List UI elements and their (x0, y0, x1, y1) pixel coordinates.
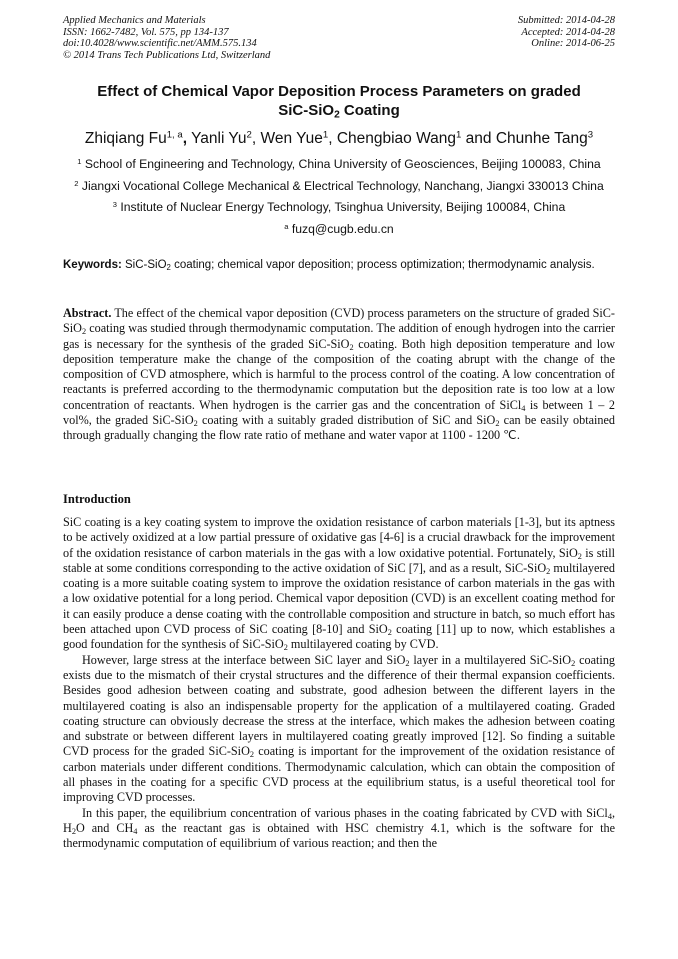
affiliation-text: Jiangxi Vocational College Mechanical & Electrical Technology, Nanchang, Jiangxi 330013 China (81, 179, 604, 193)
body-text: SiC coating is a key coating system to improve the oxidation resistance of carbon materials [1-3], but its aptness to be actively oxidized at a low partial pressure of oxidative gas [4-6] is a crucial drawback for the improvement of the oxidation resistance of carbon materials in the gas with a low oxidative potential. Fortunately, SiO (63, 515, 615, 560)
author-separator: , (251, 130, 261, 147)
dates-header (518, 15, 615, 50)
author-name: Chengbiao Wang (336, 130, 457, 147)
abstract-text: coating was studied through thermodynamic computation. The addition of enough hydrogen into the carrier gas is necessary for the synthesis of the graded SiC-SiO (63, 321, 615, 351)
subscript: 2 (405, 658, 410, 668)
abstract-block (63, 306, 615, 444)
accepted-date: Accepted: 2014-04-28 (521, 26, 615, 38)
author-affil-mark: 2 (246, 129, 252, 141)
subscript: 2 (249, 750, 255, 760)
author-name: Zhiqiang Fu (84, 130, 167, 147)
subscript: 2 (349, 342, 354, 352)
abstract-text: coating. Both high deposition temperature and low deposition temperature make the change of the composition of the coating abrupt with the change of the composition of CVD atmosphere, which is harmful to the process control of the coating. A low concentration of reactants is preferred according to the thermodynamic computation but the deposition rate is too low at a low concentration of reactants. When hydrogen is the carrier gas and the concentration of SiCl (63, 336, 616, 412)
body-text: O and CH (75, 820, 134, 835)
author-affil-mark: 3 (587, 129, 594, 141)
affiliation-mark: 2 (74, 178, 79, 188)
copyright-line: © 2014 Trans Tech Publications Ltd, Switzerland (63, 49, 271, 61)
author-separator: and (461, 130, 496, 147)
corresponding-email (20, 222, 658, 237)
abstract-text: The effect of the chemical vapor deposition (CVD) process parameters on the structure of graded SiC-SiO (63, 306, 615, 336)
body-text: coating is important for the improvement of the oxidation resistance of carbon materials under different conditions. Thermodynamic calculation, which can obtain the composition of all phases in the coating for a specific CVD process at the equilibrium status, is a useful theoretical tool for improving CVD processes. (63, 744, 615, 805)
author-separator: , (328, 130, 337, 147)
keywords-text: SiC-SiO (121, 259, 167, 271)
abstract-text: is between 1 – 2 vol%, the graded SiC-SiO (63, 397, 616, 428)
affiliation-mark: 1 (77, 156, 82, 166)
email-link[interactable]: fuzq@cugb.edu.cn (291, 222, 394, 236)
body-text: , H (63, 805, 615, 835)
email-mark: a (284, 221, 289, 231)
paragraph (63, 653, 615, 806)
introduction-body (63, 515, 615, 852)
journal-name: Applied Mechanics and Materials (63, 15, 206, 26)
abstract-label: Abstract. (63, 306, 112, 320)
title-line-1: Effect of Chemical Vapor Deposition Process Parameters on graded (97, 83, 581, 100)
body-text: coating exists due to the mismatch of their crystal structures and the difference of their thermal expansion coefficients. Besides good adhesion between coating and substrate, good adhesion between the different layers in the multilayered coating is also an indispensable property for the application of a multilayered coating. Graded coating structure can obviously decrease the stress at the interface, which makes the adhesion between coating and substrate or between different layers in multilayered coating greatly improved [12]. So finding a suitable CVD process for the graded SiC-SiO (63, 652, 616, 759)
author-affil-mark: 1 (456, 129, 462, 141)
keywords-block (63, 258, 615, 273)
body-text: However, large stress at the interface between SiC layer and SiO (82, 652, 406, 667)
subscript: 2 (71, 827, 76, 836)
subscript: 2 (283, 643, 288, 653)
author-affil-mark: 1 (322, 129, 329, 141)
issn-line: ISSN: 1662-7482, Vol. 575, pp 134-137 (63, 26, 229, 38)
title-subscript: 2 (334, 109, 340, 121)
body-text: multilayered coating is a more suitable coating system to improve the oxidation resistance of carbon materials in the gas with a low oxidative potential for a long period. Chemical vapor deposition (CVD) is an excellent coating method for it can easily produce a dense coating with the controllable composition and structure in batch, so much effort has been attached upon CVD process of SiC coating [8-10] and SiO (63, 560, 615, 637)
author-affil-mark: 1, a (166, 129, 183, 141)
body-text: as the reactant gas is obtained with HSC chemistry 4.1, which is the software for the thermodynamic computation of equilibrium of various reaction; and then the (63, 820, 615, 851)
paragraph (63, 515, 615, 653)
subscript: 2 (495, 419, 500, 429)
subscript: 2 (571, 658, 576, 668)
submitted-date: Submitted: 2014-04-28 (517, 15, 615, 26)
affiliation-2 (20, 179, 658, 194)
abstract-text: coating with a suitably graded distribution of SiC and SiO (197, 413, 496, 428)
affiliation-1 (20, 157, 658, 172)
keywords-label: Keywords: (63, 259, 122, 271)
section-heading-introduction: Introduction (63, 492, 131, 506)
subscript: 4 (521, 403, 526, 413)
keywords-subscript: 2 (166, 262, 171, 272)
body-text: layer in a multilayered SiC-SiO (409, 652, 572, 667)
online-date: Online: 2014-06-25 (531, 38, 615, 50)
author-name: Chunhe Tang (495, 130, 588, 147)
subscript: 2 (81, 327, 87, 337)
paragraph (63, 806, 615, 852)
paper-title (40, 82, 638, 120)
body-text: is still stable at some conditions corresponding to the active oxidation of SiC [7], and as a result, SiC-SiO (63, 545, 615, 575)
title-line-2 (40, 101, 638, 120)
subscript: 4 (133, 827, 138, 836)
affiliation-text: Institute of Nuclear Energy Technology, Tsinghua University, Beijing 100084, China (120, 200, 566, 214)
affiliation-3 (20, 200, 658, 215)
abstract-text: can be easily obtained through gradually changing the flow rate ratio of methane and water vapor at 1100 - 1200 ℃. (63, 413, 615, 443)
subscript: 2 (577, 551, 582, 561)
title-text: Coating (339, 102, 400, 119)
subscript: 4 (607, 811, 612, 821)
author-list (20, 129, 658, 149)
body-text: In this paper, the equilibrium concentration of various phases in the coating fabricated by CVD with SiCl (82, 805, 608, 820)
body-text: multilayered coating by CVD. (287, 637, 439, 652)
title-text: SiC-SiO (278, 102, 335, 119)
author-separator: , (182, 130, 188, 147)
subscript: 2 (193, 419, 198, 429)
journal-header (63, 15, 270, 61)
body-text: coating [11] up to now, which establishes a good foundation for the synthesis of SiC-SiO (63, 622, 615, 652)
doi-link[interactable]: doi:10.4028/www.scientific.net/AMM.575.134 (63, 38, 257, 50)
author-name: Wen Yue (260, 130, 323, 147)
affiliation-text: School of Engineering and Technology, China University of Geosciences, Beijing 100083, China (84, 157, 601, 171)
author-name: Yanli Yu (191, 130, 247, 147)
affiliation-mark: 3 (112, 199, 117, 209)
keywords-text: coating; chemical vapor deposition; process optimization; thermodynamic analysis. (170, 259, 595, 271)
subscript: 2 (546, 566, 551, 576)
subscript: 2 (387, 628, 392, 638)
